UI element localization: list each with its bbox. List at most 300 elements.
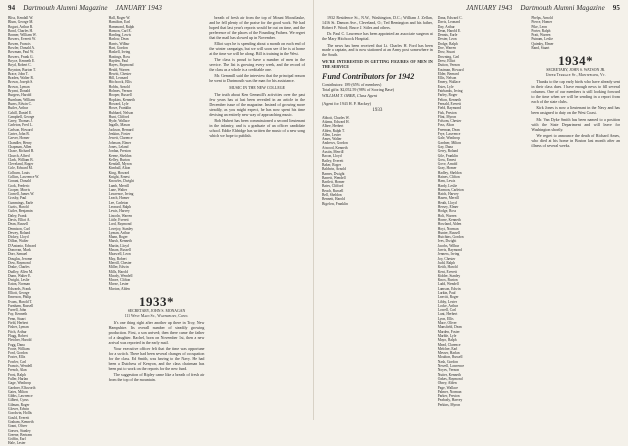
list-item: Perkins, Myron bbox=[437, 402, 461, 407]
list-item: Hunter, Russell bbox=[437, 230, 460, 235]
list-item: Gardner, Milton bbox=[437, 140, 461, 145]
list-item: Freeman, Dean bbox=[437, 127, 460, 132]
class-heading-block bbox=[531, 54, 620, 77]
list-item: Moody, Wendell bbox=[108, 273, 133, 278]
list-item: Carlson, Howard bbox=[8, 127, 33, 132]
list-item: Dexter, Leon bbox=[437, 37, 457, 42]
list-item: Mann, Roger bbox=[108, 235, 128, 240]
list-item: Andrews, Gordon bbox=[322, 141, 348, 146]
paragraph: Your executive officer felt that the time was opportune for a switch. There had been several changes of occupation for the class. Ed Smith, was having to the Navy. He had been a Dutchess of Kenyon, and the class chairman has been put to work on the reports for the new fund. bbox=[108, 346, 205, 371]
name-list-column bbox=[438, 16, 527, 416]
list-item: Bond, Charles H. bbox=[8, 28, 33, 33]
list-item: Carver, Homer bbox=[8, 136, 30, 141]
paragraph: Dr. Paul C. Lawrence has been appointed an associate surgeon at the Mary Hitchcock Hospital. bbox=[322, 31, 433, 42]
list-item: Dutton, Vernon bbox=[437, 63, 460, 68]
list-item: Mansfield, Dean bbox=[437, 325, 462, 330]
list-item: Field, Raymond bbox=[437, 106, 461, 111]
list-item: Hayden, Paul bbox=[108, 58, 129, 63]
list-item: Felton, Kenneth bbox=[437, 97, 461, 102]
paragraph: breath of fresh air from the top of Mount Moosilauke, and he fell plenty of the praise for the good work. We had hoped that last year's reports would be out on time, and the preference of the places of the Founding Fathers. We regret that the mail has slowed up in November. bbox=[209, 15, 306, 40]
list-item: Edwards, Frank bbox=[8, 286, 31, 291]
list-item: Gage, Winthrop bbox=[8, 381, 31, 386]
list-item: Gove, Arnold bbox=[437, 162, 458, 167]
list-item: Alden, Ralph T. bbox=[322, 128, 345, 133]
list-item: Allen, Lester bbox=[322, 132, 341, 137]
list-item: Hitchcock, Ellis bbox=[108, 80, 132, 85]
list-item: Hobbs, Arnold bbox=[108, 84, 130, 89]
list-item: Blum, George M. bbox=[8, 20, 34, 25]
list-item: Bowman, Paul W. bbox=[8, 50, 34, 55]
list-item: Lewis, Harvey bbox=[108, 209, 130, 214]
paragraph: The news has been received that Lt. Charles H. Ford has been made a captain, and is now stationed at an Army post somewhere in the South. bbox=[322, 42, 433, 58]
list-item: Johnson, Elmer bbox=[108, 140, 132, 145]
list-item: Elder, Bernard bbox=[437, 71, 459, 76]
list-item: Mayo, Ralph bbox=[437, 338, 457, 343]
fund-agent-note: (Agent for 1943 H. P. Hackey) bbox=[322, 100, 371, 106]
list-item: Lyon, Ellis bbox=[437, 316, 454, 321]
list-item: Baker, Roger bbox=[322, 162, 342, 167]
magazine-title-left: Dartmouth Alumni Magazine bbox=[23, 4, 108, 12]
list-item: Harding, Lewis bbox=[108, 33, 132, 38]
list-item: Jacobs, Wilbur bbox=[437, 243, 460, 248]
list-item: Leavitt, Roger bbox=[437, 295, 459, 300]
list-item: Jordan, Preston bbox=[108, 149, 131, 154]
list-item: Baldwin, Arnold bbox=[322, 167, 346, 172]
list-item: Bryant, Donald bbox=[8, 89, 31, 94]
list-item: Marden, Foster bbox=[437, 329, 460, 334]
list-item: Marsh, Kenneth bbox=[108, 239, 132, 244]
list-item: Gerry, Roland bbox=[437, 149, 459, 154]
list-item: D'Antonio, Edward bbox=[8, 243, 36, 248]
fund-title: Fund Contributors for 1942 bbox=[322, 72, 415, 82]
list-item: Eaton, Norman bbox=[8, 282, 30, 287]
list-item: Kendall, Myron bbox=[108, 162, 132, 167]
list-item: Bliss, Kendall W. bbox=[8, 16, 34, 20]
list-item: Goodwin, Hollis bbox=[8, 411, 32, 416]
list-item: Gay, Dana bbox=[437, 144, 453, 149]
list-item: Cleveland, Roger bbox=[8, 162, 34, 167]
list-item: Heald, Warren bbox=[108, 67, 130, 72]
list-item: Hopkins, Kenneth bbox=[108, 97, 135, 102]
list-item: Horne, Kenneth bbox=[437, 217, 461, 222]
issue-date-right: JANUARY 1943 bbox=[465, 4, 513, 12]
list-item: Daley, Frank bbox=[8, 213, 27, 218]
list-item: Gile, Franklin bbox=[437, 153, 458, 158]
list-item: Gilman, Roger bbox=[8, 402, 30, 407]
list-item: Bonner, William W. bbox=[8, 33, 37, 38]
list-item: Griffin, Earl bbox=[8, 437, 26, 442]
paragraph: Mr. Van Dyke Smith has been named to a position with the State Department and will leave for Washington shortly. bbox=[531, 116, 620, 132]
list-item: Mace, Oliver bbox=[437, 321, 457, 326]
list-item: Oakes, Raymond bbox=[437, 376, 463, 381]
paragraph: The suggestion of Ripley came like a breath of fresh air from the top of the mountain. bbox=[108, 372, 205, 382]
list-item: Graham, Kenneth bbox=[8, 419, 34, 424]
list-item: Ford, Gordon bbox=[8, 351, 28, 356]
list-item: Moore, Clifton bbox=[108, 278, 131, 283]
article-column bbox=[209, 16, 305, 416]
list-item: Knox, Burton bbox=[437, 278, 458, 283]
list-item: Noyes, Vernon bbox=[437, 368, 460, 373]
list-item: Marble, Lyle bbox=[437, 333, 457, 338]
list-item: Palmer, Norman bbox=[437, 389, 462, 394]
list-item: Howland, Alden bbox=[437, 222, 462, 227]
list-item: Lincoln, Warren bbox=[108, 213, 133, 218]
list-item: Davis, Elliot A. bbox=[8, 217, 31, 222]
list-item: Rand, Stuart bbox=[531, 46, 550, 51]
list-item: Austin, Merrill bbox=[322, 150, 344, 155]
list-item: Gould, Everett bbox=[8, 415, 30, 420]
list-item: Dow, Raymond bbox=[8, 260, 31, 265]
list-item: Douglas, Jerome bbox=[8, 256, 33, 261]
list-item: Curtis, Harold bbox=[8, 205, 29, 210]
list-item: Hubbard, Nelson bbox=[108, 110, 134, 115]
list-item: Dana, Edward C. bbox=[437, 16, 463, 20]
list-item: Burnham, William bbox=[8, 97, 35, 102]
list-item: Grant, Oliver bbox=[8, 424, 28, 429]
list-item: Cahill, Daniel E. bbox=[8, 110, 33, 115]
list-item: Leonard, Ralph bbox=[108, 205, 132, 210]
list-item: Lovejoy, Stanley bbox=[108, 226, 133, 231]
list-item: Locke, Arthur bbox=[437, 303, 458, 308]
list-item: Morse, Lester bbox=[108, 282, 129, 287]
list-item: Gilbert, Cyrus bbox=[8, 398, 29, 403]
list-item: Hutchins, Gordon bbox=[437, 235, 464, 240]
list-item: Dennis, Earle bbox=[437, 33, 458, 38]
class-heading-1933: 1933* bbox=[139, 294, 174, 309]
list-item: Butler, Arthur bbox=[8, 106, 29, 111]
class-secretary: SECRETARY, JOHN S. WATSON JR. bbox=[546, 68, 606, 73]
list-item: Cutler, Benjamin bbox=[8, 209, 33, 214]
list-item: Lane, Walter bbox=[108, 187, 128, 192]
list-item: King, Howard bbox=[108, 170, 130, 175]
list-item: Fay, Kenneth bbox=[8, 312, 28, 317]
list-item: Hazen, Merrill bbox=[437, 196, 459, 201]
list-item: Hastings, Ross bbox=[108, 54, 131, 59]
list-item: Jackson, Bernard bbox=[108, 127, 134, 132]
list-item: Bowers, Everett W. bbox=[8, 37, 36, 42]
name-list-column bbox=[8, 16, 104, 446]
list-item: Fogg, Dana bbox=[8, 342, 25, 347]
list-item: Field, Herbert bbox=[8, 321, 29, 326]
list-item: Ellis, Nelson bbox=[437, 76, 457, 81]
list-item: Merrill, Chester bbox=[108, 260, 132, 265]
list-item: Knowles, Dwight bbox=[108, 179, 135, 184]
list-item: Dean, Harold E. bbox=[437, 28, 462, 33]
list-item: Frye, Lawrence bbox=[437, 132, 461, 137]
list-item: Melcher, Earl bbox=[437, 346, 458, 351]
fund-agent: WILLIAM T. OBER, Class Agent bbox=[322, 93, 377, 99]
paragraph: Kirk Jones is now a lieutenant in the Navy and has been assigned to duty on the West Coast. bbox=[531, 105, 620, 116]
issue-date-left: JANUARY 1943 bbox=[115, 4, 163, 12]
list-item: Holt, Warren bbox=[437, 213, 457, 218]
list-item: Crosby, Paul bbox=[8, 196, 27, 201]
list-item: Nutter, Kenneth bbox=[437, 372, 461, 377]
class-heading-block bbox=[109, 295, 205, 318]
fund-total: Total gifts: $2,052.59 (98% of Scoring Base) bbox=[322, 87, 394, 93]
list-item: Fenn, Stuart bbox=[8, 316, 26, 321]
list-item: Lord, Raymond bbox=[108, 222, 132, 227]
list-item: Keith, Harold bbox=[437, 265, 458, 270]
list-item: Hayes, Raymond bbox=[108, 63, 134, 68]
list-item: Campbell, George bbox=[8, 114, 35, 119]
list-item: Colburn, Louis bbox=[8, 170, 30, 175]
list-item: Carey, Thomas J. bbox=[8, 119, 33, 124]
page-number-right: 95 bbox=[612, 4, 620, 12]
list-item: Hadley, Sheldon bbox=[437, 170, 462, 175]
list-item: Fowler, Carl bbox=[8, 359, 27, 364]
list-item: Eastman, Howard bbox=[437, 67, 464, 72]
list-item: Newell, Lawrence bbox=[437, 364, 465, 369]
list-item: Conant, Donald bbox=[8, 179, 31, 184]
list-item: Dean, Russell bbox=[8, 222, 28, 227]
list-item: Judd, Ralph bbox=[437, 260, 455, 265]
fund-year: 1933 bbox=[372, 107, 383, 113]
list-item: Goss, Ernest bbox=[437, 157, 456, 162]
list-item: Lyman, Arthur bbox=[108, 230, 130, 235]
list-item: Lamson, Edwin bbox=[437, 286, 461, 291]
list-item: Elliott, George bbox=[8, 291, 30, 295]
list-item: Fairbanks, Irving bbox=[437, 89, 463, 94]
list-item: Page, Wallace bbox=[437, 385, 458, 390]
list-item: Bell, Sheldon bbox=[322, 192, 342, 197]
list-item: Brown, Lyman bbox=[8, 84, 30, 89]
list-item: Fisher, Lyman bbox=[8, 325, 29, 330]
list-item: Kent, Everett bbox=[437, 269, 457, 274]
list-item: Hart, Gordon bbox=[108, 46, 128, 51]
paragraph: It's one thing right after another up there in Troy, New Hampshire. Its overall number of steadily growing production. First, a son arrived; then there came the father of a daughter. Rachel, born on November 1st, then a new arrival was reported in the early mail. bbox=[108, 320, 205, 345]
list-item: Hall, Roger W. bbox=[108, 16, 131, 20]
list-item: Howe, Franklin bbox=[108, 106, 132, 111]
list-item: Ames, Walter bbox=[322, 137, 342, 142]
list-item: Drake, Charles bbox=[8, 265, 30, 270]
paragraph: Elliot says he is spending about a month on each end of the winter campaign, but we will soon see if he is at home at the time we will be along. Bill is training in the West. bbox=[209, 41, 306, 56]
paragraph: Thanks to the cap early birds who have already sent in their class dues. I have enough news to fill several columns. One of our members is still looking forward to the time when we will be sending in a report from each of the state clubs. bbox=[531, 79, 620, 104]
list-item: Morton, Alden bbox=[108, 286, 130, 291]
list-item: Cornell, James W. bbox=[8, 192, 35, 197]
list-item: Messer, Harlan bbox=[437, 351, 460, 356]
article-column bbox=[322, 16, 433, 416]
list-item: Knight, Ernest bbox=[108, 174, 130, 179]
list-item: Brown, Joseph S. bbox=[8, 80, 34, 85]
list-item: Kidder, Stanley bbox=[437, 273, 461, 278]
list-item: Martin, Lloyd bbox=[108, 243, 129, 248]
list-item: Kimball, Alton bbox=[108, 166, 131, 171]
list-item: Maxwell, Leon bbox=[108, 252, 131, 257]
list-item: Hersey, Elmer bbox=[437, 205, 459, 210]
list-item: Harmon, Carleton bbox=[437, 187, 464, 192]
list-item: Burgess, Harold bbox=[8, 93, 32, 98]
list-item: Boynton, Burton T. bbox=[8, 67, 36, 72]
list-item: Emerson, Philip bbox=[8, 295, 32, 300]
list-item: Hammond, Ralph bbox=[108, 24, 135, 29]
list-item: Dudley, Allen M. bbox=[8, 269, 33, 274]
list-item: Olney, Alden bbox=[437, 381, 457, 386]
right-page bbox=[314, 0, 628, 420]
list-item: Cook, Frederic bbox=[8, 183, 30, 188]
list-item: Downing, Carl bbox=[437, 54, 460, 59]
list-item: Dodge, Ralph bbox=[437, 41, 458, 46]
list-item: Gibbs, Lawrence bbox=[8, 394, 33, 399]
list-item: Clark, William B. bbox=[8, 157, 34, 162]
list-item: Flint, Myron bbox=[437, 114, 457, 119]
list-item: Cummings, Earle bbox=[8, 200, 34, 205]
list-item: Frost, Ralph bbox=[8, 372, 26, 377]
list-item: Estes, Lyle bbox=[437, 84, 454, 89]
fund-contributors: Contributors: 189 (65% of members) bbox=[322, 82, 382, 88]
list-item: Lowell, Carl bbox=[437, 308, 456, 313]
list-item: Mason, Russell bbox=[108, 248, 131, 253]
list-item: Foss, Alton bbox=[437, 123, 455, 128]
list-item: Adams, Edward H. bbox=[322, 119, 350, 124]
list-item: Jenness, Irving bbox=[437, 252, 460, 257]
list-item: Ladd, Wendell bbox=[437, 282, 459, 287]
list-item: Braden, Walter R. bbox=[8, 76, 34, 81]
list-item: Jewett, Clarence bbox=[108, 136, 133, 141]
text-column bbox=[109, 16, 205, 416]
list-item: Dillon, Walter bbox=[8, 239, 29, 244]
list-item: Emery, Wallace bbox=[437, 80, 461, 85]
list-item: Francis, Wendell bbox=[8, 364, 33, 369]
list-item: Bennett, Harold bbox=[322, 197, 345, 202]
list-item: Haskell, Irving bbox=[108, 50, 131, 55]
list-item: Burns, Edwin C. bbox=[8, 101, 32, 106]
list-item: Lunt, Herbert bbox=[437, 312, 458, 317]
list-item: Larkin, Paul bbox=[437, 291, 456, 295]
list-item: Dennison, Carl bbox=[8, 226, 30, 231]
list-item: Farley, Roger bbox=[437, 93, 458, 98]
list-item: Peabody, Harvey bbox=[437, 398, 463, 403]
list-item: Hoyt, Norman bbox=[437, 226, 459, 231]
list-item: Dunn, Walter E. bbox=[8, 273, 32, 278]
list-item: Chapman, Allen bbox=[8, 144, 32, 149]
list-item: Hamilton, Earl bbox=[108, 20, 131, 25]
list-item: Bogart, Arthur R. bbox=[8, 24, 34, 29]
list-item: Putnam, Leslie bbox=[531, 37, 553, 42]
list-item: Doe, Warren bbox=[437, 46, 456, 51]
list-item: Miller, Edwin bbox=[108, 265, 129, 270]
class-secretary-address: 111 West Main St., Waterbury, Conn. bbox=[124, 313, 189, 318]
list-item: Hooper, Russell bbox=[108, 93, 132, 98]
list-item: Pierce, Homer bbox=[531, 20, 553, 25]
list-item: Hatch, Harvey bbox=[437, 192, 459, 197]
list-item: Harlow, Dean bbox=[108, 37, 129, 42]
page-number-left: 94 bbox=[8, 4, 16, 12]
list-item: Farnham, Russell bbox=[8, 303, 34, 308]
list-item: Gates, Milton bbox=[8, 389, 28, 394]
list-item: Libby, Lester bbox=[437, 299, 457, 304]
list-item: Hanson, Carl E. bbox=[108, 28, 132, 33]
paragraph: 1932 Residence St., N.W., Washington, D.C.; William J. Zellan, 1416 St. Damon Ave., Cleveland, O.; Ted Remington and his father, Robert F. Wood; Bruce J. Stiles and others. bbox=[322, 15, 433, 30]
list-item: Jarvis, Raymond bbox=[437, 248, 462, 253]
list-item: Dewey, Roland bbox=[8, 230, 31, 235]
list-item: Fuller, Harlan bbox=[8, 376, 29, 381]
list-item: Drew, Elliot bbox=[437, 58, 456, 63]
list-item: Heath, Lloyd bbox=[437, 200, 457, 205]
list-item: Carter, John B. bbox=[8, 132, 30, 137]
list-item: Greene, Bertram bbox=[8, 432, 32, 437]
list-item: Foster, Ellis bbox=[8, 355, 26, 360]
list-item: Church, Alfred bbox=[8, 153, 30, 158]
paragraph: The truth about Ken Gemmill's activities over the past few years has at last been revealed in an article in the December issue of the magazine. Instead of growing more steadily, as you might expect, he has now spent his time devising an entirely new way of approaching music. bbox=[209, 92, 306, 117]
list-item: Bowler, Donald A. bbox=[8, 46, 36, 51]
list-item: Nash, Gordon bbox=[437, 359, 458, 364]
section-heading: MUSIC IN THE NEW COLLEGE bbox=[229, 85, 286, 91]
list-item: Fernald, Everett bbox=[437, 101, 461, 106]
list-item: Ham, Lewis bbox=[437, 179, 456, 184]
list-item: Quimby, Elmer bbox=[531, 41, 554, 46]
list-item: Gray, Homer bbox=[437, 166, 457, 171]
list-item: Lamb, Merrill bbox=[108, 183, 130, 188]
magazine-title-right: Dartmouth Alumni Magazine bbox=[520, 4, 605, 12]
list-item: Hill, Leonard bbox=[108, 76, 129, 81]
list-item: Moulton, Russell bbox=[437, 355, 463, 360]
list-item: Chase, Richard B. bbox=[8, 149, 35, 154]
list-item: Beach, Russell bbox=[322, 188, 344, 193]
class-heading-1934: 1934* bbox=[558, 53, 594, 69]
list-item: Lee, Carleton bbox=[108, 200, 129, 205]
list-item: Boyd, Robert C. bbox=[8, 63, 32, 68]
list-item: Pike, Leon bbox=[531, 24, 547, 29]
list-item: Dorr, Samuel bbox=[8, 252, 28, 257]
list-item: Harris, Wilbur bbox=[108, 41, 130, 46]
list-item: Foote, William bbox=[8, 346, 30, 351]
list-item: Dow, Stuart bbox=[437, 50, 455, 55]
list-item: Hunt, Clifford bbox=[108, 114, 130, 119]
list-item: Cooper, Morris bbox=[8, 187, 31, 192]
list-item: Evans, Harold T. bbox=[8, 299, 33, 304]
list-item: Hardy, Leslie bbox=[437, 183, 458, 188]
list-item: French, Alan bbox=[8, 368, 27, 373]
list-item: Gardner, Ellsworth bbox=[8, 385, 36, 390]
list-item: Graves, Stanley bbox=[8, 428, 31, 433]
list-item: Joy, Chester bbox=[437, 256, 456, 261]
paragraph: Mr. Gemmill said the interview that the principal reason he went to Dartmouth was the man for his assistance. bbox=[209, 73, 306, 84]
list-item: Leach, Homer bbox=[108, 196, 130, 201]
list-item: Mills, Harold bbox=[108, 269, 129, 274]
list-item: Day, Arthur bbox=[437, 24, 455, 29]
class-secretary: SECRETARY, JOHN S. MONAGAN bbox=[127, 309, 186, 313]
list-item: Folsom, Chester bbox=[437, 119, 462, 124]
list-item: Hale, Lester bbox=[8, 441, 26, 446]
list-item: Ingalls, Mason bbox=[108, 123, 131, 128]
text-column bbox=[531, 16, 620, 416]
notice-caps: WE'RE INTERESTED IN GETTING FIGURES OF MEN IN THE SERVICE bbox=[322, 59, 433, 69]
list-item: Bowers, Frank G. bbox=[8, 54, 34, 59]
list-item: Mead, Clarence bbox=[437, 342, 461, 347]
list-item: Barrett, Wendell bbox=[322, 175, 346, 180]
list-item: Atwood, Kenneth bbox=[322, 145, 348, 150]
list-item: Howard, Lyle bbox=[108, 101, 129, 106]
list-item: Bowen, Francis bbox=[8, 41, 31, 46]
list-item: Abbott, Charles W. bbox=[322, 115, 350, 120]
list-item: Donovan, Mark bbox=[8, 248, 31, 253]
list-item: Hyde, Wallace bbox=[108, 119, 130, 124]
list-item: Carleton, Fred L. bbox=[8, 123, 33, 128]
list-item: Phelps, Arnold bbox=[531, 16, 553, 20]
list-item: Parker, Preston bbox=[437, 394, 460, 399]
list-item: Bartlett, Homer bbox=[322, 180, 345, 185]
list-item: Fisk, Preston bbox=[437, 110, 457, 115]
list-item: Lawrence, Irving bbox=[108, 192, 134, 197]
list-item: Chandler, Henry bbox=[8, 140, 32, 145]
paragraph: The class is proud to have a number of men in the service. The list is growing every week, and the record of the class as a whole is a creditable one. bbox=[209, 57, 306, 73]
list-item: Ives, Dwight bbox=[437, 239, 457, 244]
list-item: Kelley, Burton bbox=[108, 157, 130, 162]
list-item: Barnes, Dwight bbox=[322, 171, 345, 176]
list-item: May, Robert bbox=[108, 256, 127, 261]
list-item: Farrell, John bbox=[8, 308, 27, 313]
list-item: Holmes, Vernon bbox=[108, 89, 132, 94]
